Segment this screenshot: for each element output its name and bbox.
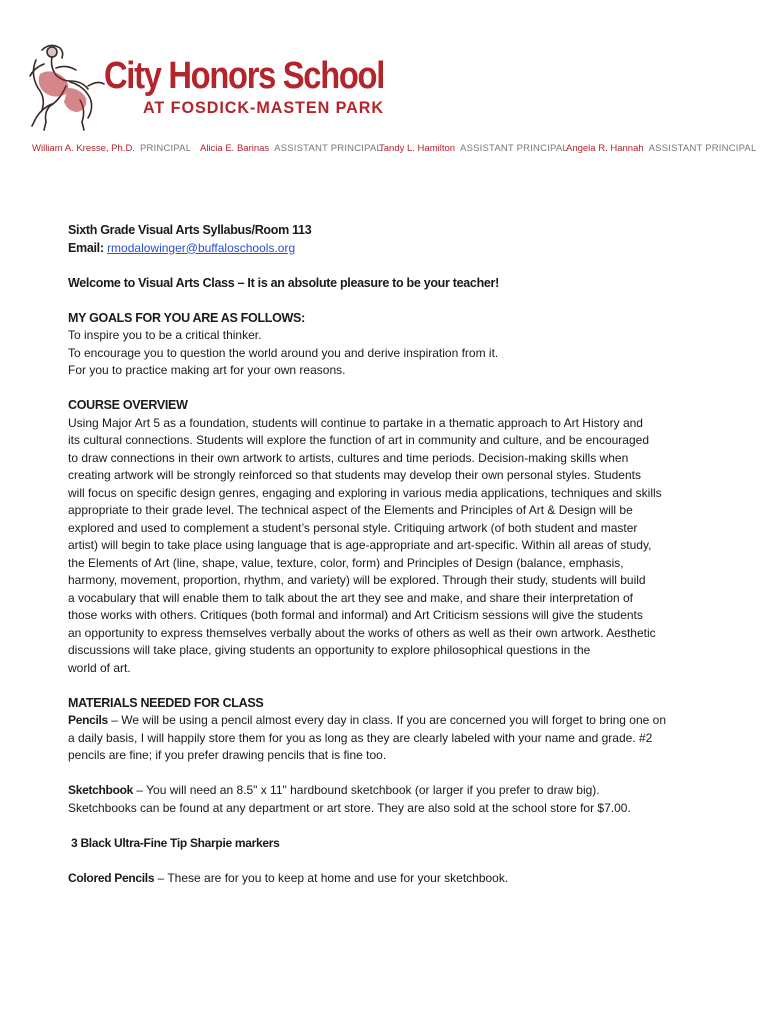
overview-line: will focus on specific design genres, engaging and exploring in various media applications, techniques and skills bbox=[68, 485, 662, 500]
pencils-text: – We will be using a pencil almost every day in class. If you are concerned you will forget to bring one on bbox=[107, 713, 667, 727]
syllabus-title: Sixth Grade Visual Arts Syllabus/Room 113 bbox=[68, 223, 312, 237]
overview-line: the Elements of Art (line, shape, value, texture, color, form) and Principles of Design (balance, emphasis, bbox=[68, 555, 624, 570]
goals-heading: MY GOALS FOR YOU ARE AS FOLLOWS: bbox=[68, 310, 305, 325]
sharpie-item: 3 Black Ultra-Fine Tip Sharpie markers bbox=[68, 835, 280, 850]
goal-item: To encourage you to question the world around you and derive inspiration from it. bbox=[68, 345, 499, 360]
overview-line: an opportunity to express themselves verbally about the works of others as well as their own artwork. Aesthetic bbox=[68, 625, 656, 640]
overview-line: world of art. bbox=[68, 660, 131, 675]
sketchbook-line bbox=[68, 782, 698, 800]
administrator-row bbox=[0, 143, 770, 157]
overview-line: its cultural connections. Students will explore the function of art in community and culture, and be encouraged bbox=[68, 433, 649, 447]
colored-pencils-label: Colored Pencils bbox=[68, 870, 155, 885]
overview-line: discussions will take place, giving students an opportunity to explore philosophical questions in the bbox=[68, 643, 591, 657]
colored-pencils-line bbox=[68, 870, 698, 888]
goal-item: For you to practice making art for your own reasons. bbox=[68, 363, 346, 377]
pencils-line: a daily basis, I will happily store them for you as long as they are clearly labeled with your name and grade. #2 bbox=[68, 730, 653, 745]
overview-line: artist) will begin to take place using language that is age-appropriate and art-specific. Within all areas of study, bbox=[68, 538, 652, 552]
pencils-label: Pencils bbox=[68, 713, 108, 727]
materials-heading: MATERIALS NEEDED FOR CLASS bbox=[68, 695, 264, 710]
administrator-name: Angela R. Hannah bbox=[566, 143, 644, 154]
school-subtitle: AT FOSDICK-MASTEN PARK bbox=[143, 98, 385, 117]
overview-line: a vocabulary that will enable them to talk about the art they see and make, and share their interpretation of bbox=[68, 590, 634, 605]
administrator-name: Tandy L. Hamilton bbox=[379, 143, 456, 154]
administrator-principal bbox=[32, 143, 191, 154]
letterhead bbox=[0, 0, 770, 160]
school-name: City Honors School bbox=[104, 55, 384, 97]
email-link[interactable]: rmodalowinger@buffaloschools.org bbox=[107, 240, 296, 255]
sketchbook-line: Sketchbooks can be found at any department or art store. They are also sold at the school store for $7.00. bbox=[68, 800, 631, 815]
administrator-title: ASSISTANT PRINCIPAL bbox=[274, 143, 382, 154]
administrator-assistant-2 bbox=[379, 143, 568, 154]
pencils-line: pencils are fine; if you prefer drawing pencils that is fine too. bbox=[68, 748, 387, 762]
sketchbook-label: Sketchbook bbox=[68, 783, 134, 797]
overview-line: harmony, movement, proportion, rhythm, and variety) will be explored. Through their study, students will build bbox=[68, 573, 646, 587]
administrator-assistant-1 bbox=[200, 143, 382, 154]
administrator-title: PRINCIPAL bbox=[139, 143, 192, 154]
email-label: Email: bbox=[68, 240, 104, 255]
pencils-line bbox=[68, 712, 698, 730]
overview-line: Using Major Art 5 as a foundation, students will continue to partake in a thematic approach to Art History and bbox=[68, 415, 643, 430]
overview-line: those works with others. Critiques (both formal and informal) and Art Criticism sessions will give the students bbox=[68, 608, 643, 622]
overview-heading: COURSE OVERVIEW bbox=[68, 398, 188, 412]
overview-line: explored and used to complement a student’s personal style. Critiquing artwork (of both student and master bbox=[68, 520, 638, 535]
centaur-archer-icon bbox=[22, 38, 108, 138]
overview-line: appropriate to their grade level. The technical aspect of the Elements and Principles of Art & Design will be bbox=[68, 503, 633, 517]
colored-pencils-text: – These are for you to keep at home and use for your sketchbook. bbox=[154, 870, 509, 885]
administrator-title: ASSISTANT PRINCIPAL bbox=[460, 143, 568, 154]
overview-line: creating artwork will be strongly reinforced so that students may develop their own personal styles. Students bbox=[68, 468, 641, 482]
administrator-assistant-3 bbox=[566, 143, 756, 154]
overview-line: to draw connections in their own artwork to artists, cultures and time periods. Decision-making skills when bbox=[68, 450, 629, 465]
syllabus-body bbox=[68, 222, 698, 887]
administrator-title: ASSISTANT PRINCIPAL bbox=[648, 143, 757, 154]
overview-paragraph bbox=[68, 415, 698, 678]
administrator-name: Alicia E. Barinas bbox=[200, 143, 270, 154]
welcome-message: Welcome to Visual Arts Class – It is an absolute pleasure to be your teacher! bbox=[68, 275, 499, 290]
email-line bbox=[68, 240, 698, 258]
goal-item: To inspire you to be a critical thinker. bbox=[68, 328, 262, 342]
administrator-name: William A. Kresse, Ph.D. bbox=[32, 143, 135, 154]
sketchbook-text: – You will need an 8.5" x 11" hardbound sketchbook (or larger if you prefer to draw big). bbox=[133, 783, 600, 797]
